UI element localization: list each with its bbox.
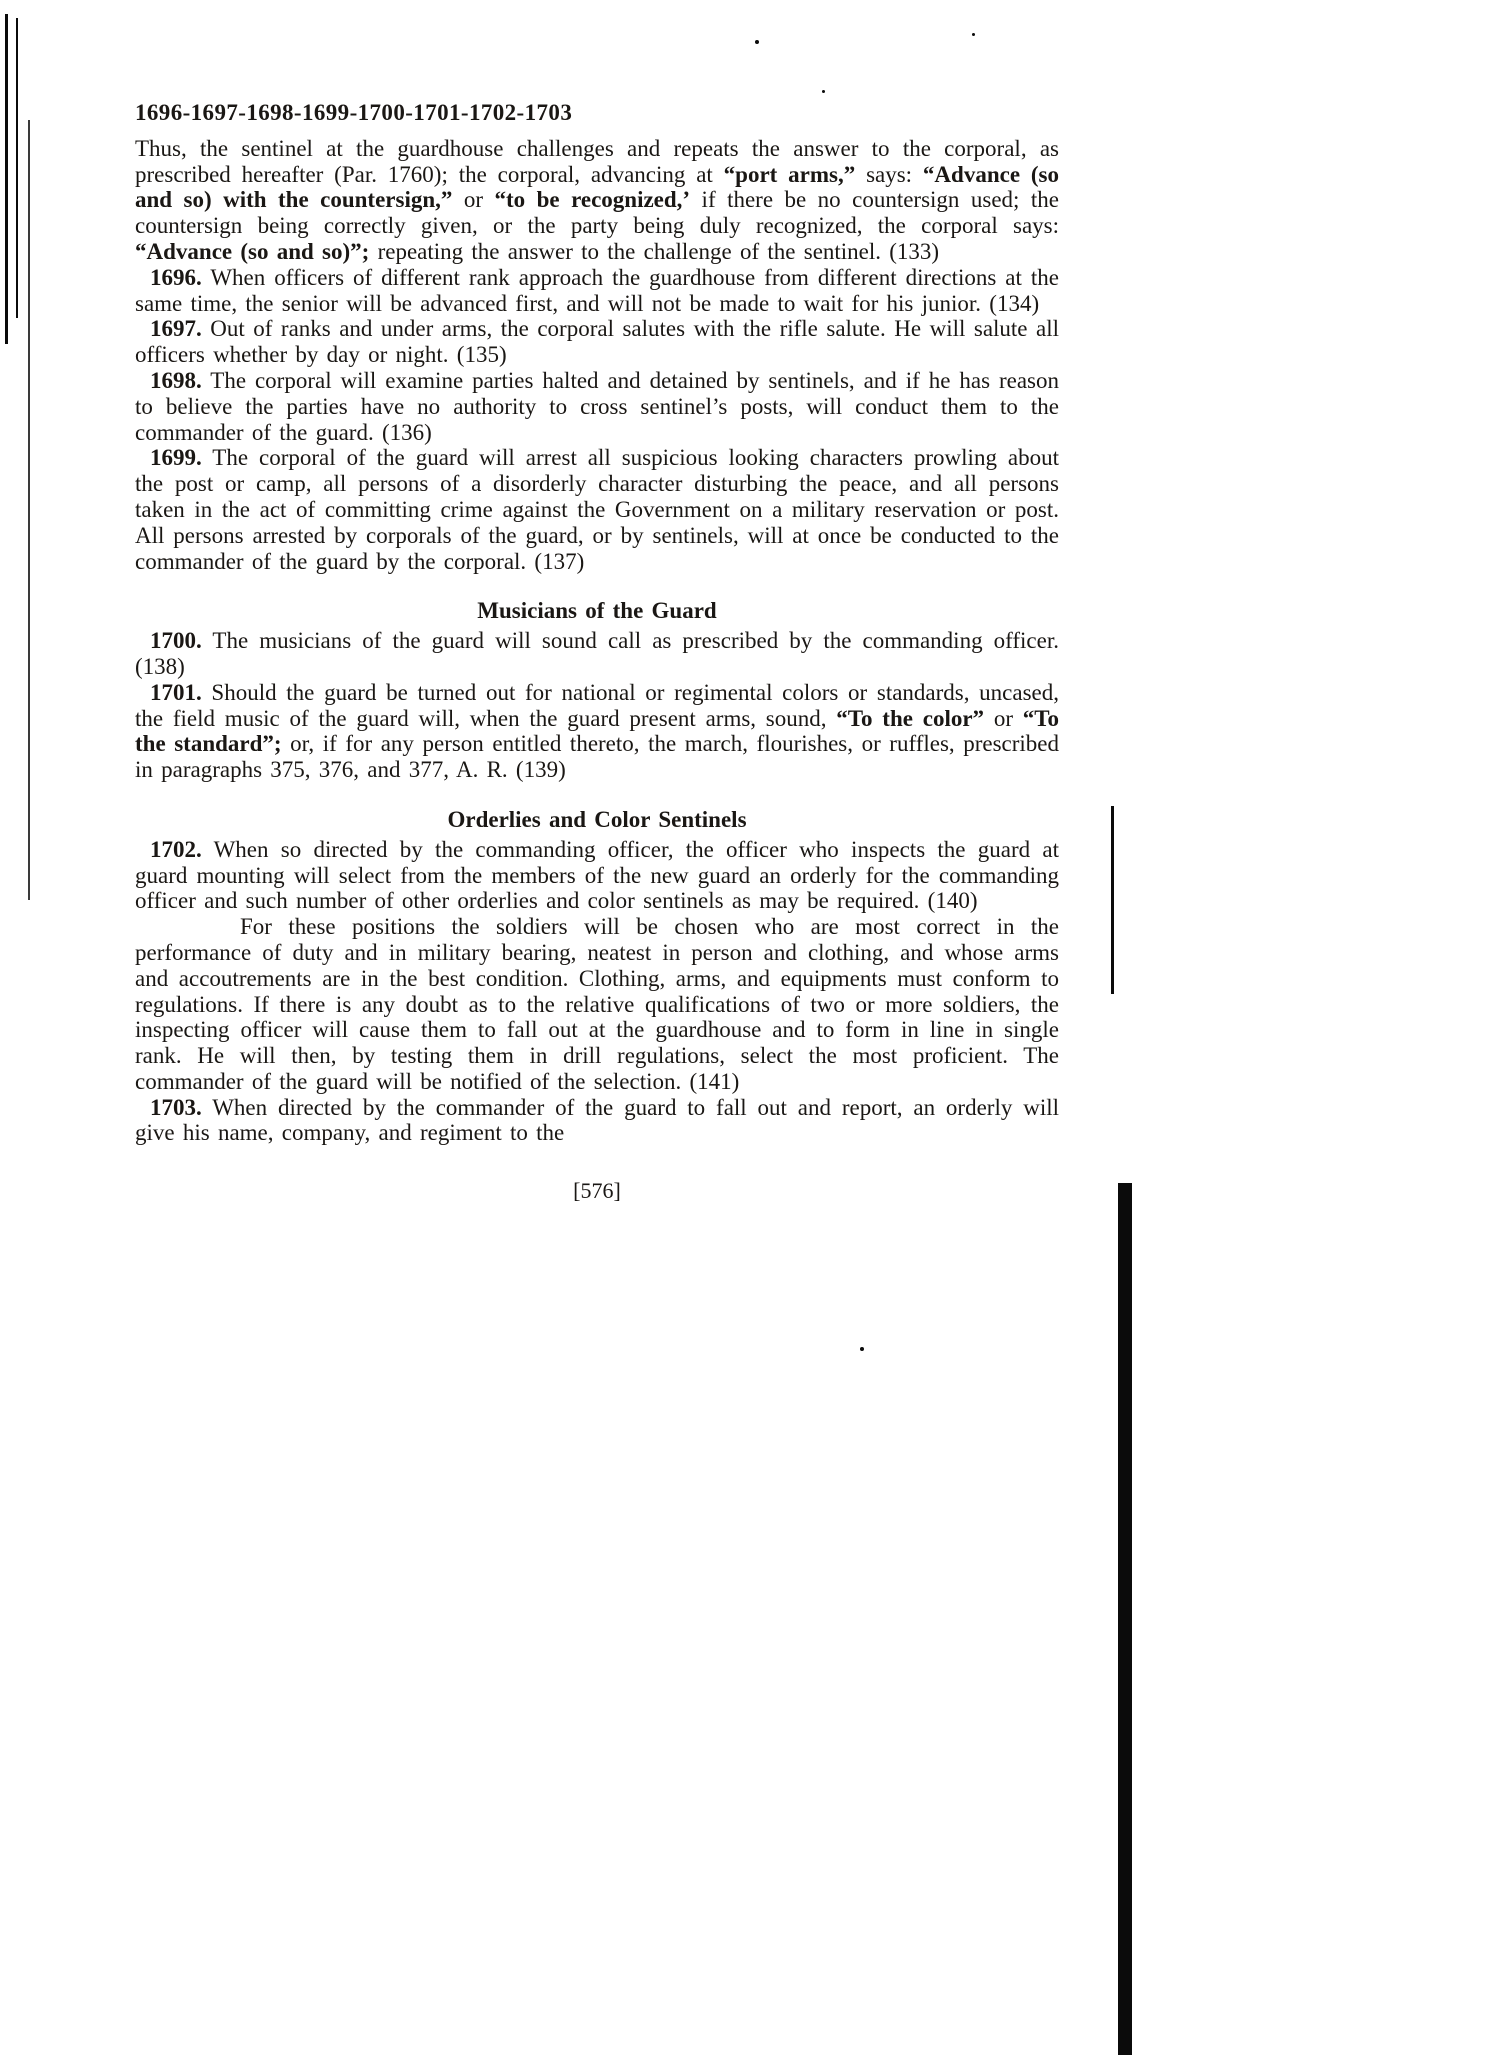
paragraph: 1699. The corporal of the guard will arrest all suspicious looking characters prowling about the post or camp, all persons of a disorderly character disturbing the peace, and all persons taken in the act of committing crime against the Government on a military reservation or post. All persons arrested by corporals of the guard, or by sentinels, will at once be conducted to the commander of the guard by the corporal. (137) (135, 445, 1059, 574)
paragraph: 1700. The musicians of the guard will sound call as prescribed by the commanding officer. (138) (135, 628, 1059, 679)
document-body (135, 136, 1059, 1146)
text-column (135, 100, 1059, 1204)
paragraph: 1703. When directed by the commander of the guard to fall out and report, an orderly will give his name, company, and regiment to the (135, 1094, 1059, 1146)
section-heading: Orderlies and Color Sentinels (447, 806, 747, 832)
scan-artifact-speck (822, 90, 825, 93)
page-number: [576] (573, 1178, 621, 1204)
scan-artifact-left-line (5, 14, 8, 344)
scan-artifact-right-bar (1118, 1183, 1132, 2055)
section-heading: Musicians of the Guard (477, 598, 717, 624)
scan-artifact-left-line (28, 120, 30, 900)
scan-artifact-speck (972, 33, 975, 36)
paragraph: Thus, the sentinel at the guardhouse challenges and repeats the answer to the corporal, as prescribed hereafter (Par. 1760); the corporal, advancing at “port arms,” says: “Advance (so and so) with the countersign,” or “to be recognized,’ if there be no countersign used; the countersign being correctly given, or the party being duly recognized, the corporal says: “Advance (so and so)”; repeating the answer to the challenge of the sentinel. (133) (135, 135, 1059, 264)
scan-artifact-speck (755, 40, 759, 44)
paragraph: 1701. Should the guard be turned out for national or regimental colors or standards, uncased, the field music of the guard will, when the guard present arms, sound, “To the color” or “To the standard”; or, if for any person entitled thereto, the march, flourishes, or ruffles, prescribed in paragraphs 375, 376, and 377, A. R. (139) (135, 679, 1060, 783)
paragraph: 1696. When officers of different rank approach the guardhouse from different directions at the same time, the senior will be advanced first, and will not be made to wait for his junior. (134) (135, 264, 1059, 316)
paragraph: 1702. When so directed by the commanding officer, the officer who inspects the guard at guard mounting will select from the members of the new guard an orderly for the commanding officer and such number of other orderlies and color sentinels as may be required. (140) (135, 836, 1059, 914)
paragraph: 1697. Out of ranks and under arms, the corporal salutes with the rifle salute. He will salute all officers whether by day or night. (135) (135, 316, 1059, 368)
page-header-paragraph-numbers: 1696-1697-1698-1699-1700-1701-1702-1703 (135, 100, 573, 125)
paragraph: 1698. The corporal will examine parties halted and detained by sentinels, and if he has reason to believe the parties have no authority to cross sentinel’s posts, will conduct them to the commander of the guard. (136) (135, 367, 1059, 445)
scan-artifact-right-line (1111, 806, 1114, 994)
paragraph: For these positions the soldiers will be chosen who are most correct in the performance of duty and in military bearing, neatest in person and clothing, and whose arms and accoutrements are in the best condition. Clothing, arms, and equipments must conform to regulations. If there is any doubt as to the relative qualifications of two or more soldiers, the inspecting officer will cause them to fall out at the guardhouse and to form in line in single rank. He will then, by testing them in drill regulations, select the most proficient. The commander of the guard will be notified of the selection. (141) (135, 914, 1059, 1094)
scan-artifact-left-line (16, 18, 18, 318)
scan-artifact-speck (860, 1347, 864, 1351)
